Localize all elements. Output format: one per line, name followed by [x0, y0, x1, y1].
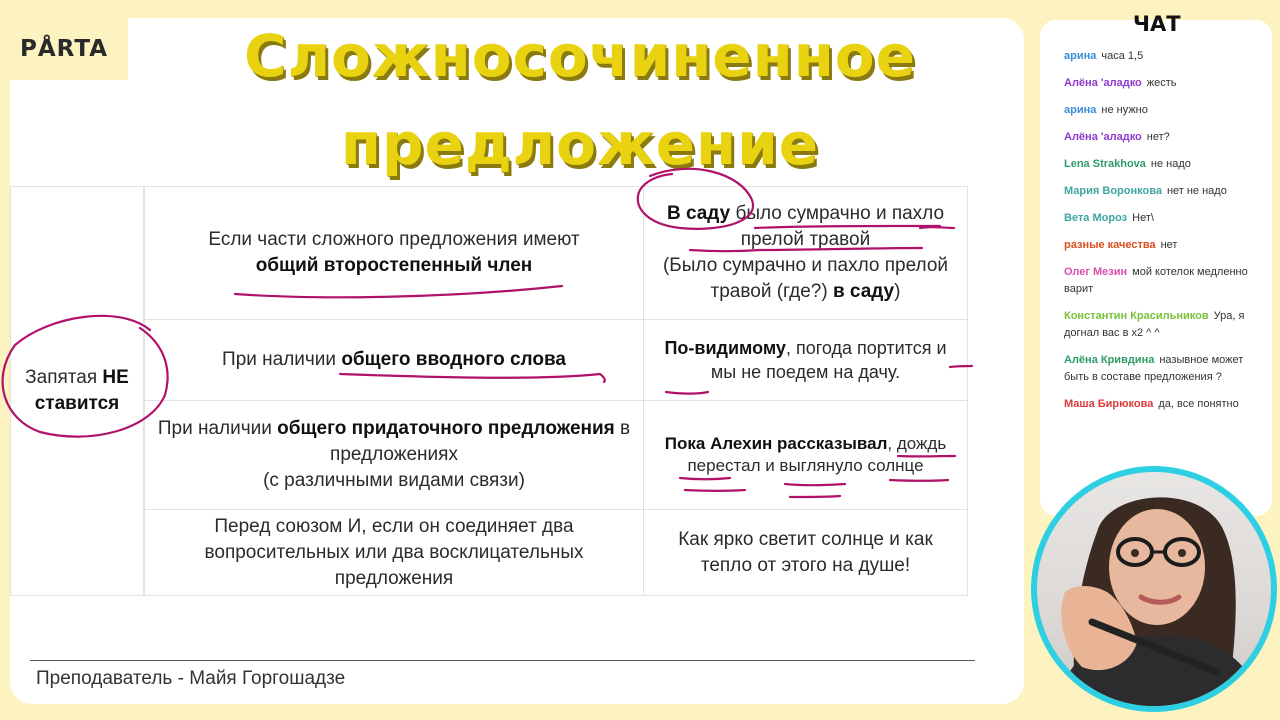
- chat-username[interactable]: Константин Красильников: [1064, 310, 1209, 322]
- chat-message-text: часа 1,5: [1101, 50, 1144, 62]
- example-4-text: Как ярко светит солнце и как тепло от этого на душе!: [678, 528, 933, 576]
- left-rule-rest: ставится: [34, 393, 120, 414]
- chat-message-list[interactable]: [1064, 48, 1260, 423]
- example-cell-2: [643, 319, 968, 401]
- chat-message: [1064, 48, 1260, 65]
- chat-message-text: не надо: [1150, 158, 1191, 170]
- presenter-figure: [1037, 472, 1271, 706]
- chat-message: [1064, 102, 1260, 119]
- chat-message-text: да, все понятно: [1158, 398, 1239, 410]
- example-2-text: , погода портится и мы не поедем на дачу.: [710, 338, 947, 382]
- chat-message-text: нет?: [1146, 131, 1170, 143]
- rule-4-text: Перед союзом И, если он соединяет два вопросительных или два восклицательных предложения: [204, 515, 584, 589]
- rule-3-bold: общего придаточного предложения: [277, 418, 615, 439]
- chat-username[interactable]: Олег Мезин: [1064, 266, 1128, 278]
- rule-3-text3: (с различными видами связи): [263, 470, 525, 491]
- chat-username[interactable]: Маша Бирюкова: [1064, 398, 1154, 410]
- rule-cell-4: [144, 509, 644, 596]
- slide-title-line1: Сложносочиненное: [244, 22, 916, 90]
- rules-table: [10, 186, 968, 596]
- chat-username[interactable]: Мария Воронкова: [1064, 185, 1162, 197]
- rule-2-bold: общего вводного слова: [341, 349, 566, 370]
- chat-message: [1064, 156, 1260, 173]
- chat-message-text: мой котелок медленно варит: [1064, 266, 1248, 295]
- chat-message: [1064, 183, 1260, 200]
- chat-message-text: Нет\: [1132, 212, 1154, 224]
- example-cell-3: [643, 400, 968, 510]
- footer-divider: [30, 660, 975, 661]
- example-1-note-bold: в саду: [832, 281, 895, 302]
- chat-message: [1064, 129, 1260, 146]
- chat-message: [1064, 308, 1260, 342]
- left-rule-prefix: Запятая: [25, 367, 103, 388]
- chat-message: [1064, 237, 1260, 254]
- example-1-note: (Было сумрачно и пахло прелой травой (где?): [662, 255, 949, 302]
- slide-title-line2: предложение: [340, 110, 820, 178]
- rule-cell-2: [144, 319, 644, 401]
- rule-1-text: Если части сложного предложения имеют: [208, 229, 580, 250]
- example-1-text: было сумрачно и пахло прелой травой: [730, 203, 945, 250]
- rule-3-text: При наличии: [157, 418, 278, 439]
- chat-username[interactable]: Алёна 'аладко: [1064, 131, 1142, 143]
- chat-username[interactable]: Алёна 'аладко: [1064, 77, 1142, 89]
- chat-username[interactable]: арина: [1064, 104, 1097, 116]
- chat-username[interactable]: Алёна Кривдина: [1064, 354, 1155, 366]
- chat-title: ЧАТ: [1133, 12, 1181, 36]
- rule-2-text: При наличии: [222, 349, 342, 370]
- chat-username[interactable]: разные качества: [1064, 239, 1156, 251]
- example-cell-1: [643, 186, 968, 320]
- chat-message: [1064, 352, 1260, 386]
- example-1-note-end: ): [894, 281, 901, 302]
- chat-message-text: назывное может быть в составе предложения ?: [1064, 354, 1244, 383]
- rule-cell-3: [144, 400, 644, 510]
- chat-message-text: нет не надо: [1166, 185, 1227, 197]
- presenter-webcam: [1031, 466, 1277, 712]
- rule-cell-1: [144, 186, 644, 320]
- example-cell-4: [643, 509, 968, 596]
- rule-1-bold: общий второстепенный член: [255, 255, 533, 276]
- left-rule-ne: НЕ: [102, 367, 129, 388]
- presenter-video: [1037, 472, 1271, 706]
- rule-3-text2: в предложениях: [330, 418, 631, 465]
- chat-message-text: жесть: [1146, 77, 1177, 89]
- example-2-bold: По-видимому: [664, 338, 786, 358]
- chat-username[interactable]: арина: [1064, 50, 1097, 62]
- example-3-bold: Пока Алехин рассказывал: [664, 434, 888, 453]
- chat-message: [1064, 210, 1260, 227]
- chat-username[interactable]: Lena Strakhova: [1064, 158, 1146, 170]
- left-rule-cell: [10, 186, 144, 596]
- example-3-text: , дождь перестал и выглянуло солнце: [687, 434, 947, 475]
- chat-username[interactable]: Вета Мороз: [1064, 212, 1128, 224]
- chat-message-text: не нужно: [1101, 104, 1148, 116]
- chat-message-text: нет: [1160, 239, 1178, 251]
- chat-message-text: Ура, я догнал вас в х2 ^ ^: [1064, 310, 1245, 339]
- parta-logo: PÅRTA: [20, 36, 109, 62]
- example-1-bold: В саду: [666, 203, 731, 224]
- chat-message: [1064, 396, 1260, 413]
- teacher-credit: Преподаватель - Майя Горгошадзе: [36, 668, 346, 689]
- chat-message: [1064, 264, 1260, 298]
- chat-message: [1064, 75, 1260, 92]
